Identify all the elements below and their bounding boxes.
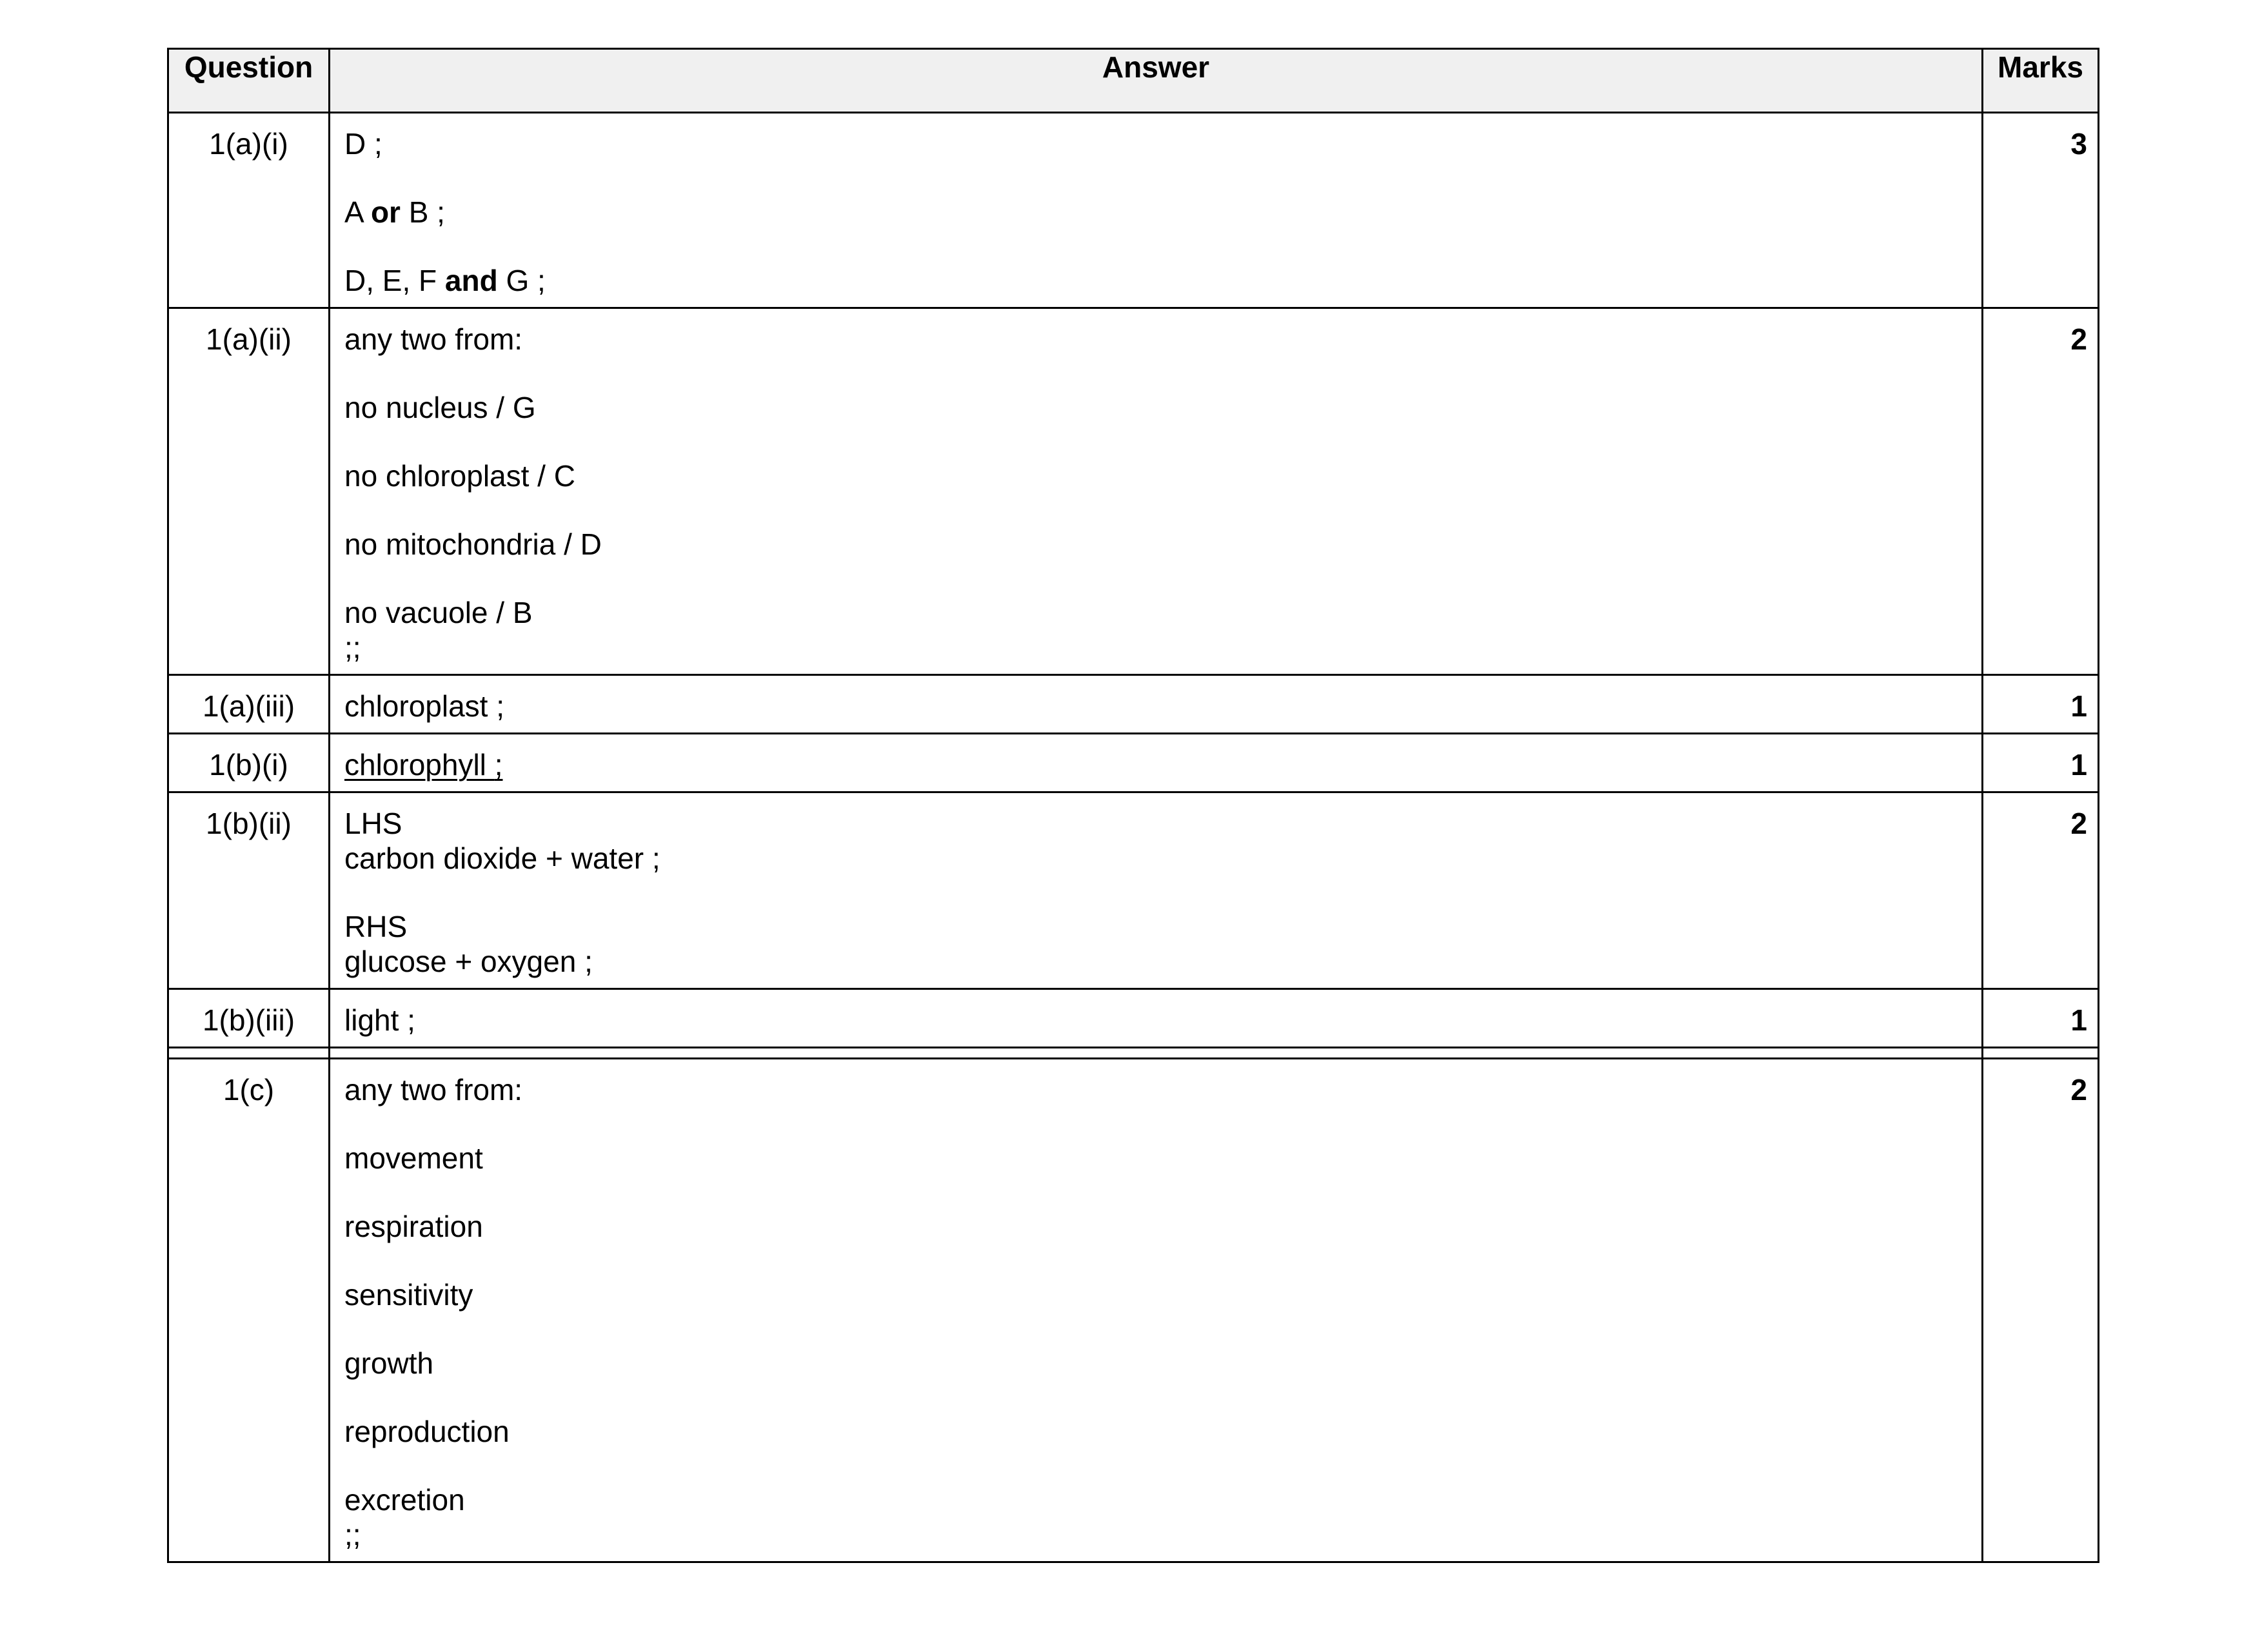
answer-cell [330,1059,1983,1562]
question-number: 1(a)(iii) [168,675,330,734]
answer-line: ;; [344,631,361,664]
answer-line [344,263,1967,298]
marks-value: 3 [1983,113,2099,308]
marks-value: 1 [1983,989,2099,1048]
answer-line [344,195,1967,230]
answer-line: sensitivity [344,1278,473,1312]
divider-cell [168,1048,330,1059]
question-number: 1(b)(i) [168,734,330,792]
answer-text: G ; [497,264,546,297]
question-number: 1(a)(ii) [168,308,330,675]
answer-text: D, E, F [344,264,445,297]
answer-text: chlorophyll [344,748,495,782]
answer-line: any two from: [344,1073,523,1106]
answer-line: D ; [344,127,382,161]
answer-line: glucose + oxygen ; [344,945,593,978]
answer-text: B ; [400,195,445,229]
answer-line: carbon dioxide + water ; [344,841,660,875]
marks-value: 2 [1983,308,2099,675]
table-divider-row [168,1048,2099,1059]
answer-line: RHS [344,910,408,943]
table-row [168,734,2099,792]
answer-line: chloroplast ; [344,689,505,723]
marks-value: 2 [1983,792,2099,989]
answer-line: no chloroplast / C [344,459,575,493]
answer-cell [330,734,1983,792]
answer-line: growth [344,1346,434,1380]
question-number: 1(a)(i) [168,113,330,308]
header-row [168,49,2099,113]
mark-scheme-page [167,48,2098,1563]
answer-line: respiration [344,1210,483,1243]
answer-line: light ; [344,1003,415,1037]
answer-line: no nucleus / G [344,391,536,424]
question-number: 1(b)(ii) [168,792,330,989]
table-row [168,792,2099,989]
table-row [168,308,2099,675]
table-row [168,113,2099,308]
answer-cell [330,308,1983,675]
answer-text: A [344,195,371,229]
answer-line: reproduction [344,1415,510,1448]
answer-keyword: and [444,264,498,297]
answer-cell [330,675,1983,734]
answer-cell [330,989,1983,1048]
answer-cell [330,113,1983,308]
answer-line: any two from: [344,322,523,356]
answer-cell [330,792,1983,989]
answer-line: no mitochondria / D [344,527,602,561]
header-question: Question [168,49,330,113]
table-row [168,1059,2099,1562]
divider-cell [330,1048,1983,1059]
question-number: 1(c) [168,1059,330,1562]
marks-value: 2 [1983,1059,2099,1562]
answer-line: excretion [344,1483,465,1517]
answer-line [344,747,1967,782]
marks-value: 1 [1983,675,2099,734]
answer-line: ;; [344,1518,361,1551]
divider-cell [1983,1048,2099,1059]
table-row [168,989,2099,1048]
table-row [168,675,2099,734]
answer-line: LHS [344,807,402,840]
header-marks: Marks [1983,49,2099,113]
mark-scheme-table [167,48,2099,1563]
answer-line: movement [344,1141,483,1175]
answer-text: ; [494,748,503,782]
answer-line: no vacuole / B [344,596,533,629]
answer-keyword: or [370,195,401,229]
marks-value: 1 [1983,734,2099,792]
header-answer: Answer [330,49,1983,113]
question-number: 1(b)(iii) [168,989,330,1048]
